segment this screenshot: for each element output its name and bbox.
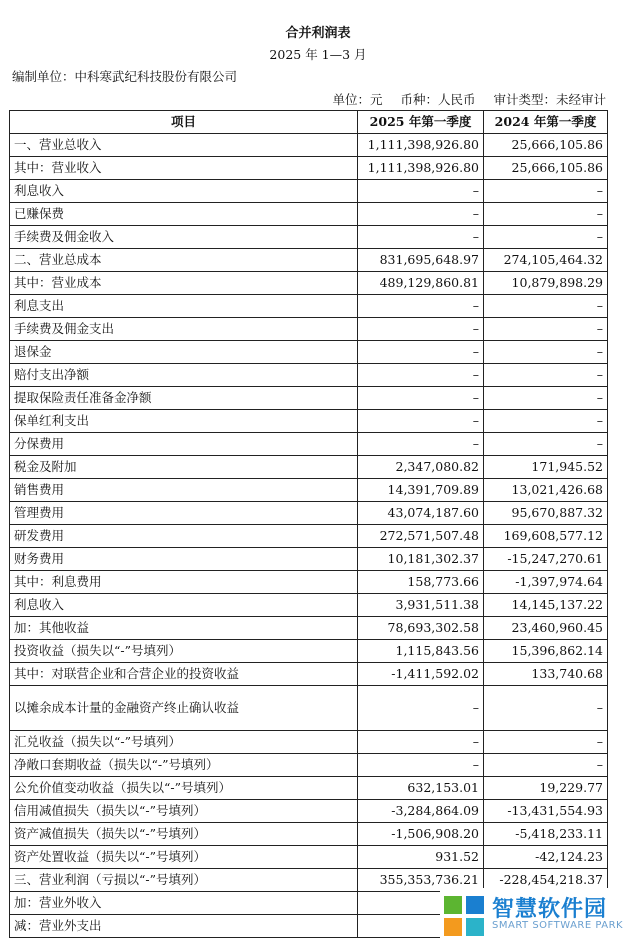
table-row: [10, 226, 608, 249]
row-previous-value: –: [484, 387, 608, 410]
row-current-value: –: [358, 180, 484, 203]
row-previous-value: -13,431,554.93: [484, 800, 608, 823]
row-previous-value: –: [484, 295, 608, 318]
table-body: [10, 134, 608, 938]
table-row: [10, 387, 608, 410]
row-current-value: 78,693,302.58: [358, 617, 484, 640]
row-current-value: 158,773.66: [358, 571, 484, 594]
row-current-value: –: [358, 203, 484, 226]
table-row: [10, 754, 608, 777]
row-label: 管理费用: [10, 502, 358, 525]
row-current-value: 2,347,080.82: [358, 456, 484, 479]
table-row: [10, 571, 608, 594]
table-row: [10, 823, 608, 846]
table-header-row: [10, 111, 608, 134]
table-row: [10, 525, 608, 548]
row-current-value: 1,111,398,926.80: [358, 157, 484, 180]
row-current-value: –: [358, 318, 484, 341]
row-label: 净敞口套期收益（损失以“-”号填列）: [10, 754, 358, 777]
unit-label: 单位：元: [332, 92, 383, 107]
row-current-value: 10,181,302.37: [358, 548, 484, 571]
row-label: 汇兑收益（损失以“-”号填列）: [10, 731, 358, 754]
row-label: 资产处置收益（损失以“-”号填列）: [10, 846, 358, 869]
row-current-value: –: [358, 364, 484, 387]
company-name: 编制单位：中科寒武纪科技股份有限公司: [12, 69, 238, 84]
row-label: 减：营业外支出: [10, 915, 358, 938]
row-previous-value: 19,229.77: [484, 777, 608, 800]
table-row: [10, 364, 608, 387]
row-previous-value: –: [484, 364, 608, 387]
table-row: [10, 341, 608, 364]
row-label: 以摊余成本计量的金融资产终止确认收益: [10, 686, 358, 731]
row-previous-value: –: [484, 754, 608, 777]
row-label: 二、营业总成本: [10, 249, 358, 272]
row-current-value: -3,284,864.09: [358, 800, 484, 823]
table-row: [10, 663, 608, 686]
row-label: 一、营业总收入: [10, 134, 358, 157]
row-previous-value: –: [484, 203, 608, 226]
table-row: [10, 249, 608, 272]
row-label: 分保费用: [10, 433, 358, 456]
table-row: [10, 295, 608, 318]
row-current-value: –: [358, 754, 484, 777]
income-statement-table: [9, 110, 608, 938]
row-previous-value: -42,124.23: [484, 846, 608, 869]
row-previous-value: 169,608,577.12: [484, 525, 608, 548]
row-label: 手续费及佣金支出: [10, 318, 358, 341]
row-label: 赔付支出净额: [10, 364, 358, 387]
header-previous: 2024 年第一季度: [484, 111, 608, 134]
row-current-value: –: [358, 341, 484, 364]
currency-label: 币种：人民币: [400, 92, 476, 107]
table-row: [10, 502, 608, 525]
row-previous-value: -1,397,974.64: [484, 571, 608, 594]
row-previous-value: –: [484, 318, 608, 341]
table-row: [10, 800, 608, 823]
puzzle-logo-icon: [444, 896, 484, 936]
table-row: [10, 479, 608, 502]
table-row: [10, 318, 608, 341]
row-label: 加：其他收益: [10, 617, 358, 640]
row-label: 利息收入: [10, 180, 358, 203]
row-current-value: 931.52: [358, 846, 484, 869]
table-row: [10, 731, 608, 754]
row-previous-value: –: [484, 731, 608, 754]
row-current-value: 831,695,648.97: [358, 249, 484, 272]
row-label: 三、营业利润（亏损以“-”号填列）: [10, 869, 358, 892]
row-label: 提取保险责任准备金净额: [10, 387, 358, 410]
table-row: [10, 594, 608, 617]
row-label: 其中：对联营企业和合营企业的投资收益: [10, 663, 358, 686]
row-label: 信用减值损失（损失以“-”号填列）: [10, 800, 358, 823]
row-previous-value: 13,021,426.68: [484, 479, 608, 502]
row-previous-value: -228,454,218.37: [484, 869, 608, 892]
row-current-value: –: [358, 433, 484, 456]
row-previous-value: 25,666,105.86: [484, 134, 608, 157]
row-previous-value: –: [484, 226, 608, 249]
table-row: [10, 640, 608, 663]
table-row: [10, 134, 608, 157]
row-current-value: –: [358, 731, 484, 754]
row-previous-value: 133,740.68: [484, 663, 608, 686]
row-label: 销售费用: [10, 479, 358, 502]
row-label: 公允价值变动收益（损失以“-”号填列）: [10, 777, 358, 800]
table-row: [10, 203, 608, 226]
row-label: 保单红利支出: [10, 410, 358, 433]
row-label: 退保金: [10, 341, 358, 364]
audit-label: 审计类型：未经审计: [493, 92, 606, 107]
row-label: 利息收入: [10, 594, 358, 617]
row-label: 已赚保费: [10, 203, 358, 226]
table-row: [10, 456, 608, 479]
row-current-value: 1,111,398,926.80: [358, 134, 484, 157]
row-current-value: 272,571,507.48: [358, 525, 484, 548]
table-row: [10, 617, 608, 640]
row-current-value: –: [358, 295, 484, 318]
watermark: [440, 888, 636, 942]
row-previous-value: –: [484, 433, 608, 456]
row-current-value: 3,931,511.38: [358, 594, 484, 617]
row-previous-value: 14,145,137.22: [484, 594, 608, 617]
row-label: 其中：利息费用: [10, 571, 358, 594]
row-previous-value: –: [484, 180, 608, 203]
row-current-value: –: [358, 226, 484, 249]
report-meta: [318, 90, 606, 108]
row-previous-value: 15,396,862.14: [484, 640, 608, 663]
row-label: 手续费及佣金收入: [10, 226, 358, 249]
row-current-value: 489,129,860.81: [358, 272, 484, 295]
header-current: 2025 年第一季度: [358, 111, 484, 134]
row-current-value: 43,074,187.60: [358, 502, 484, 525]
row-current-value: -1,411,592.02: [358, 663, 484, 686]
watermark-subtitle: SMART SOFTWARE PARK: [492, 920, 624, 931]
row-current-value: –: [358, 410, 484, 433]
row-current-value: 632,153.01: [358, 777, 484, 800]
row-label: 其中：营业收入: [10, 157, 358, 180]
row-label: 投资收益（损失以“-”号填列）: [10, 640, 358, 663]
table-row: [10, 157, 608, 180]
row-previous-value: –: [484, 686, 608, 731]
row-label: 其中：营业成本: [10, 272, 358, 295]
row-label: 利息支出: [10, 295, 358, 318]
row-current-value: 355,353,736.21: [358, 869, 484, 892]
report-period: 2025 年 1—3 月: [269, 47, 367, 62]
row-previous-value: 25,666,105.86: [484, 157, 608, 180]
table-row: [10, 777, 608, 800]
table-row: [10, 410, 608, 433]
report-title: 合并利润表: [285, 26, 351, 41]
row-previous-value: 171,945.52: [484, 456, 608, 479]
row-previous-value: -5,418,233.11: [484, 823, 608, 846]
watermark-name: 智慧软件园: [492, 897, 608, 922]
row-label: 加：营业外收入: [10, 892, 358, 915]
row-label: 资产减值损失（损失以“-”号填列）: [10, 823, 358, 846]
header-item: 项目: [10, 111, 358, 134]
row-previous-value: –: [484, 410, 608, 433]
row-current-value: -1,506,908.20: [358, 823, 484, 846]
row-previous-value: 10,879,898.29: [484, 272, 608, 295]
row-previous-value: -15,247,270.61: [484, 548, 608, 571]
row-current-value: 1,115,843.56: [358, 640, 484, 663]
row-previous-value: 95,670,887.32: [484, 502, 608, 525]
row-label: 税金及附加: [10, 456, 358, 479]
row-previous-value: 274,105,464.32: [484, 249, 608, 272]
table-row: [10, 272, 608, 295]
row-label: 财务费用: [10, 548, 358, 571]
row-current-value: –: [358, 686, 484, 731]
row-previous-value: –: [484, 341, 608, 364]
table-row: [10, 433, 608, 456]
table-row: [10, 686, 608, 731]
table-row: [10, 846, 608, 869]
table-row: [10, 180, 608, 203]
row-previous-value: 23,460,960.45: [484, 617, 608, 640]
table-row: [10, 548, 608, 571]
row-current-value: –: [358, 387, 484, 410]
row-label: 研发费用: [10, 525, 358, 548]
row-current-value: 14,391,709.89: [358, 479, 484, 502]
